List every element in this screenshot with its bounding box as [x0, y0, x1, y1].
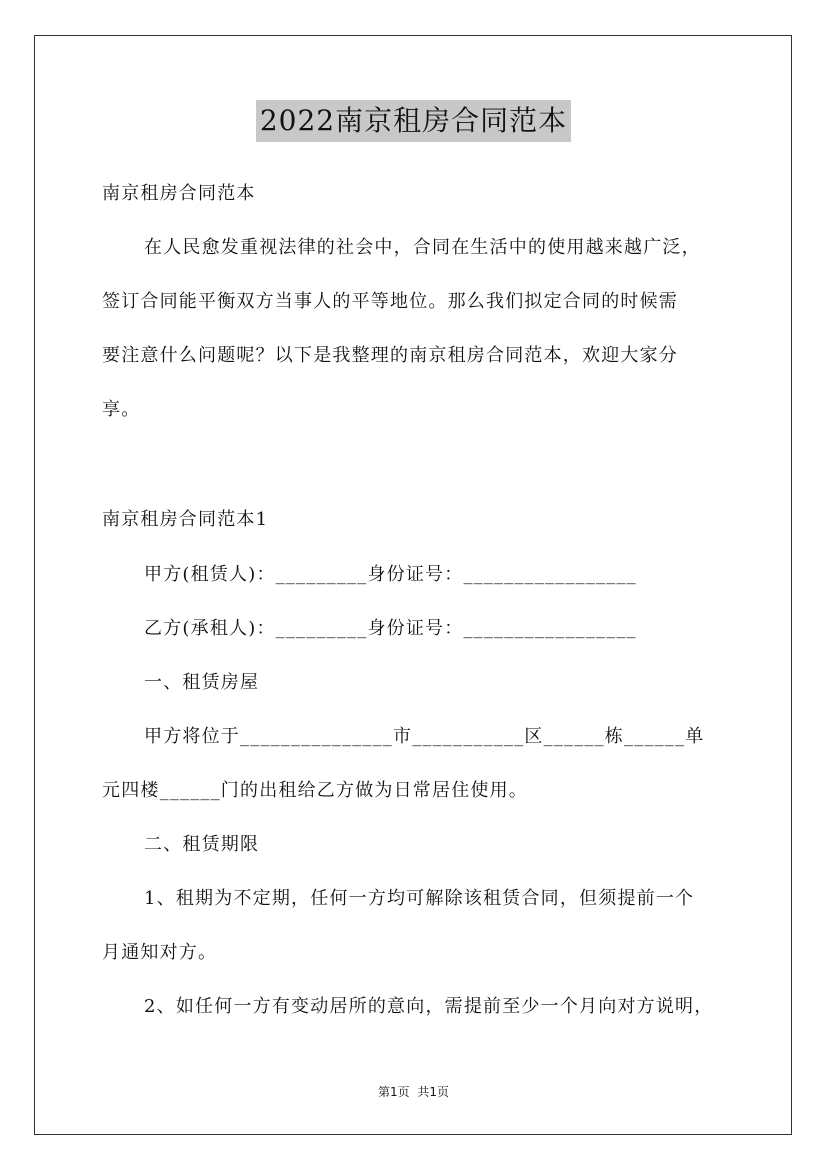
doc-line: 甲方(租赁人)：_________身份证号：_________________ — [144, 564, 637, 585]
section-heading: 南京租房合同范本1 — [102, 509, 269, 530]
doc-line: 元四楼______门的出租给乙方做为日常居住使用。 — [102, 780, 528, 801]
section-heading: 二、租赁期限 — [144, 834, 260, 855]
doc-line: 2、如任何一方有变动居所的意向，需提前至少一个月向对方说明， — [144, 996, 714, 1017]
doc-line: 在人民愈发重视法律的社会中，合同在生活中的使用越来越广泛， — [144, 237, 701, 258]
doc-line: 甲方将位于_______________市___________区______栋______单 — [144, 726, 705, 747]
doc-line: 月通知对方。 — [102, 942, 218, 963]
document-title: 2022南京租房合同范本 — [256, 100, 571, 142]
doc-line: 乙方(承租人)：_________身份证号：_________________ — [144, 618, 637, 639]
section-heading: 一、租赁房屋 — [144, 672, 260, 693]
doc-line: 要注意什么问题呢？以下是我整理的南京租房合同范本，欢迎大家分 — [102, 345, 678, 366]
doc-line: 签订合同能平衡双方当事人的平等地位。那么我们拟定合同的时候需 — [102, 291, 678, 312]
page-footer — [0, 1084, 827, 1100]
doc-line: 享。 — [102, 399, 141, 420]
page-total: 共1页 — [417, 1085, 450, 1099]
page-number: 第1页 — [377, 1085, 410, 1099]
doc-line: 南京租房合同范本 — [102, 183, 256, 204]
title-container — [0, 100, 827, 142]
doc-line: 1、租期为不定期，任何一方均可解除该租赁合同，但须提前一个 — [144, 888, 695, 909]
